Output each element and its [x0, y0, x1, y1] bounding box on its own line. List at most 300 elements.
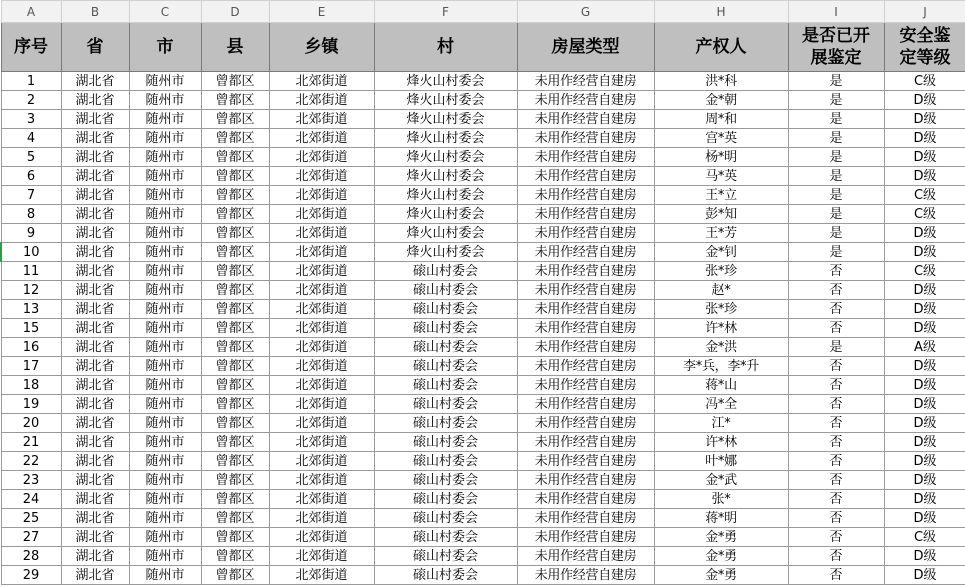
cell-house-type[interactable]: 未用作经营自建房: [517, 110, 654, 129]
cell-grade[interactable]: D级: [884, 566, 965, 585]
cell-grade[interactable]: D级: [884, 91, 965, 110]
cell-village[interactable]: 磙山村委会: [374, 281, 517, 300]
cell-grade[interactable]: D级: [884, 509, 965, 528]
cell-city[interactable]: 随州市: [129, 452, 201, 471]
header-appraised[interactable]: [788, 23, 884, 72]
cell-appraised[interactable]: 否: [788, 319, 884, 338]
cell-county[interactable]: 曾都区: [201, 262, 269, 281]
cell-owner[interactable]: 金*洪: [654, 338, 788, 357]
cell-village[interactable]: 烽火山村委会: [374, 72, 517, 91]
column-letter-g[interactable]: G: [517, 1, 654, 23]
cell-house-type[interactable]: 未用作经营自建房: [517, 414, 654, 433]
cell-city[interactable]: 随州市: [129, 338, 201, 357]
cell-town[interactable]: 北郊街道: [269, 490, 374, 509]
column-letter-c[interactable]: C: [129, 1, 201, 23]
cell-appraised[interactable]: 否: [788, 509, 884, 528]
cell-province[interactable]: 湖北省: [61, 357, 129, 376]
cell-grade[interactable]: D级: [884, 471, 965, 490]
table-row: [1, 509, 965, 528]
cell-owner[interactable]: 彭*知: [654, 205, 788, 224]
column-letter-b[interactable]: B: [61, 1, 129, 23]
header-seq[interactable]: 序号: [1, 23, 61, 72]
cell-owner[interactable]: 冯*全: [654, 395, 788, 414]
cell-province[interactable]: 湖北省: [61, 205, 129, 224]
header-owner[interactable]: 产权人: [654, 23, 788, 72]
cell-owner[interactable]: 周*和: [654, 110, 788, 129]
cell-province[interactable]: 湖北省: [61, 186, 129, 205]
cell-owner[interactable]: 张*: [654, 490, 788, 509]
cell-town[interactable]: 北郊街道: [269, 414, 374, 433]
cell-village[interactable]: 烽火山村委会: [374, 224, 517, 243]
cell-seq[interactable]: 15: [1, 319, 61, 338]
cell-seq[interactable]: 11: [1, 262, 61, 281]
cell-county[interactable]: 曾都区: [201, 528, 269, 547]
cell-owner[interactable]: 许*林: [654, 319, 788, 338]
cell-province[interactable]: 湖北省: [61, 300, 129, 319]
header-grade-line2: 定等级: [899, 48, 951, 68]
cell-village[interactable]: 烽火山村委会: [374, 186, 517, 205]
cell-owner[interactable]: 江*: [654, 414, 788, 433]
cell-house-type[interactable]: 未用作经营自建房: [517, 566, 654, 585]
cell-house-type[interactable]: 未用作经营自建房: [517, 243, 654, 262]
cell-province[interactable]: 湖北省: [61, 110, 129, 129]
cell-province[interactable]: 湖北省: [61, 167, 129, 186]
cell-village[interactable]: 磙山村委会: [374, 509, 517, 528]
cell-house-type[interactable]: 未用作经营自建房: [517, 129, 654, 148]
cell-seq[interactable]: 16: [1, 338, 61, 357]
cell-town[interactable]: 北郊街道: [269, 509, 374, 528]
cell-house-type[interactable]: 未用作经营自建房: [517, 490, 654, 509]
cell-owner[interactable]: 金*勇: [654, 566, 788, 585]
cell-grade[interactable]: D级: [884, 300, 965, 319]
cell-town[interactable]: 北郊街道: [269, 205, 374, 224]
cell-grade[interactable]: A级: [884, 338, 965, 357]
column-letter-h[interactable]: H: [654, 1, 788, 23]
cell-province[interactable]: 湖北省: [61, 433, 129, 452]
table-row: [1, 490, 965, 509]
cell-house-type[interactable]: 未用作经营自建房: [517, 205, 654, 224]
cell-appraised[interactable]: 否: [788, 376, 884, 395]
cell-appraised[interactable]: 否: [788, 281, 884, 300]
cell-village[interactable]: 烽火山村委会: [374, 205, 517, 224]
cell-grade[interactable]: D级: [884, 433, 965, 452]
cell-seq[interactable]: 7: [1, 186, 61, 205]
cell-city[interactable]: 随州市: [129, 376, 201, 395]
cell-town[interactable]: 北郊街道: [269, 167, 374, 186]
cell-village[interactable]: 烽火山村委会: [374, 129, 517, 148]
cell-house-type[interactable]: 未用作经营自建房: [517, 167, 654, 186]
cell-town[interactable]: 北郊街道: [269, 471, 374, 490]
cell-seq[interactable]: 1: [1, 72, 61, 91]
header-city[interactable]: 市: [129, 23, 201, 72]
cell-house-type[interactable]: 未用作经营自建房: [517, 433, 654, 452]
cell-appraised[interactable]: 否: [788, 395, 884, 414]
cell-town[interactable]: 北郊街道: [269, 528, 374, 547]
cell-town[interactable]: 北郊街道: [269, 110, 374, 129]
cell-county[interactable]: 曾都区: [201, 72, 269, 91]
cell-appraised[interactable]: 否: [788, 433, 884, 452]
column-letter-a[interactable]: A: [1, 1, 61, 23]
cell-owner[interactable]: 张*珍: [654, 262, 788, 281]
cell-owner[interactable]: 蒋*明: [654, 509, 788, 528]
cell-grade[interactable]: D级: [884, 129, 965, 148]
cell-province[interactable]: 湖北省: [61, 452, 129, 471]
cell-town[interactable]: 北郊街道: [269, 338, 374, 357]
cell-city[interactable]: 随州市: [129, 110, 201, 129]
cell-county[interactable]: 曾都区: [201, 414, 269, 433]
cell-village[interactable]: 烽火山村委会: [374, 110, 517, 129]
cell-seq[interactable]: 24: [1, 490, 61, 509]
cell-owner[interactable]: 杨*明: [654, 148, 788, 167]
cell-county[interactable]: 曾都区: [201, 509, 269, 528]
cell-province[interactable]: 湖北省: [61, 281, 129, 300]
cell-seq[interactable]: 19: [1, 395, 61, 414]
cell-town[interactable]: 北郊街道: [269, 566, 374, 585]
header-county[interactable]: 县: [201, 23, 269, 72]
cell-city[interactable]: 随州市: [129, 167, 201, 186]
cell-grade[interactable]: C级: [884, 262, 965, 281]
cell-seq[interactable]: 8: [1, 205, 61, 224]
cell-town[interactable]: 北郊街道: [269, 281, 374, 300]
cell-grade[interactable]: D级: [884, 243, 965, 262]
cell-province[interactable]: 湖北省: [61, 509, 129, 528]
cell-grade[interactable]: D级: [884, 547, 965, 566]
cell-appraised[interactable]: 是: [788, 243, 884, 262]
cell-county[interactable]: 曾都区: [201, 148, 269, 167]
cell-owner[interactable]: 蒋*山: [654, 376, 788, 395]
cell-province[interactable]: 湖北省: [61, 471, 129, 490]
table-row: [1, 414, 965, 433]
cell-county[interactable]: 曾都区: [201, 205, 269, 224]
cell-province[interactable]: 湖北省: [61, 566, 129, 585]
cell-seq[interactable]: 3: [1, 110, 61, 129]
cell-county[interactable]: 曾都区: [201, 167, 269, 186]
cell-city[interactable]: 随州市: [129, 395, 201, 414]
cell-county[interactable]: 曾都区: [201, 281, 269, 300]
cell-town[interactable]: 北郊街道: [269, 243, 374, 262]
cell-village[interactable]: 磙山村委会: [374, 452, 517, 471]
cell-seq[interactable]: 6: [1, 167, 61, 186]
cell-grade[interactable]: D级: [884, 376, 965, 395]
cell-grade[interactable]: D级: [884, 224, 965, 243]
cell-appraised[interactable]: 否: [788, 262, 884, 281]
table-row: [1, 72, 965, 91]
cell-city[interactable]: 随州市: [129, 414, 201, 433]
cell-village[interactable]: 磙山村委会: [374, 357, 517, 376]
cell-town[interactable]: 北郊街道: [269, 547, 374, 566]
cell-grade[interactable]: D级: [884, 395, 965, 414]
cell-seq[interactable]: 4: [1, 129, 61, 148]
cell-appraised[interactable]: 是: [788, 224, 884, 243]
cell-village[interactable]: 磙山村委会: [374, 547, 517, 566]
cell-seq[interactable]: 13: [1, 300, 61, 319]
cell-village[interactable]: 烽火山村委会: [374, 91, 517, 110]
cell-seq[interactable]: 2: [1, 91, 61, 110]
cell-province[interactable]: 湖北省: [61, 528, 129, 547]
cell-town[interactable]: 北郊街道: [269, 452, 374, 471]
cell-appraised[interactable]: 否: [788, 528, 884, 547]
cell-seq[interactable]: 25: [1, 509, 61, 528]
table-row: [1, 319, 965, 338]
cell-village[interactable]: 烽火山村委会: [374, 167, 517, 186]
cell-city[interactable]: 随州市: [129, 91, 201, 110]
cell-appraised[interactable]: 否: [788, 357, 884, 376]
cell-seq[interactable]: 17: [1, 357, 61, 376]
cell-city[interactable]: 随州市: [129, 471, 201, 490]
cell-province[interactable]: 湖北省: [61, 395, 129, 414]
cell-county[interactable]: 曾都区: [201, 338, 269, 357]
header-grade[interactable]: [884, 23, 965, 72]
cell-village[interactable]: 磙山村委会: [374, 566, 517, 585]
header-province[interactable]: 省: [61, 23, 129, 72]
cell-county[interactable]: 曾都区: [201, 395, 269, 414]
cell-owner[interactable]: 金*武: [654, 471, 788, 490]
cell-county[interactable]: 曾都区: [201, 224, 269, 243]
cell-house-type[interactable]: 未用作经营自建房: [517, 509, 654, 528]
cell-county[interactable]: 曾都区: [201, 91, 269, 110]
cell-city[interactable]: 随州市: [129, 243, 201, 262]
cell-province[interactable]: 湖北省: [61, 319, 129, 338]
cell-owner[interactable]: 马*英: [654, 167, 788, 186]
cell-village[interactable]: 磙山村委会: [374, 338, 517, 357]
cell-village[interactable]: 磙山村委会: [374, 414, 517, 433]
cell-city[interactable]: 随州市: [129, 205, 201, 224]
cell-province[interactable]: 湖北省: [61, 262, 129, 281]
cell-grade[interactable]: D级: [884, 452, 965, 471]
cell-city[interactable]: 随州市: [129, 129, 201, 148]
cell-city[interactable]: 随州市: [129, 528, 201, 547]
cell-grade[interactable]: D级: [884, 167, 965, 186]
cell-owner[interactable]: 王*立: [654, 186, 788, 205]
cell-county[interactable]: 曾都区: [201, 547, 269, 566]
cell-owner[interactable]: 金*勇: [654, 547, 788, 566]
header-appraised-line2: 展鉴定: [810, 48, 862, 68]
cell-town[interactable]: 北郊街道: [269, 433, 374, 452]
cell-appraised[interactable]: 否: [788, 452, 884, 471]
header-house-type[interactable]: 房屋类型: [517, 23, 654, 72]
cell-village[interactable]: 磙山村委会: [374, 376, 517, 395]
cell-house-type[interactable]: 未用作经营自建房: [517, 471, 654, 490]
cell-appraised[interactable]: 否: [788, 547, 884, 566]
cell-seq[interactable]: 20: [1, 414, 61, 433]
cell-appraised[interactable]: 是: [788, 205, 884, 224]
cell-village[interactable]: 磙山村委会: [374, 300, 517, 319]
cell-owner[interactable]: 洪*科: [654, 72, 788, 91]
cell-county[interactable]: 曾都区: [201, 433, 269, 452]
cell-seq[interactable]: 23: [1, 471, 61, 490]
cell-town[interactable]: 北郊街道: [269, 148, 374, 167]
cell-county[interactable]: 曾都区: [201, 566, 269, 585]
cell-house-type[interactable]: 未用作经营自建房: [517, 528, 654, 547]
cell-county[interactable]: 曾都区: [201, 319, 269, 338]
cell-city[interactable]: 随州市: [129, 148, 201, 167]
header-town[interactable]: 乡镇: [269, 23, 374, 72]
cell-city[interactable]: 随州市: [129, 509, 201, 528]
cell-county[interactable]: 曾都区: [201, 357, 269, 376]
cell-province[interactable]: 湖北省: [61, 547, 129, 566]
cell-county[interactable]: 曾都区: [201, 452, 269, 471]
cell-owner[interactable]: 赵*: [654, 281, 788, 300]
cell-appraised[interactable]: 否: [788, 471, 884, 490]
cell-city[interactable]: 随州市: [129, 319, 201, 338]
cell-village[interactable]: 烽火山村委会: [374, 243, 517, 262]
column-letter-d[interactable]: D: [201, 1, 269, 23]
cell-grade[interactable]: C级: [884, 205, 965, 224]
cell-appraised[interactable]: 是: [788, 148, 884, 167]
cell-grade[interactable]: D级: [884, 490, 965, 509]
cell-appraised[interactable]: 是: [788, 338, 884, 357]
cell-village[interactable]: 磙山村委会: [374, 319, 517, 338]
cell-house-type[interactable]: 未用作经营自建房: [517, 186, 654, 205]
cell-appraised[interactable]: 是: [788, 186, 884, 205]
cell-grade[interactable]: C级: [884, 186, 965, 205]
cell-county[interactable]: 曾都区: [201, 110, 269, 129]
cell-county[interactable]: 曾都区: [201, 490, 269, 509]
cell-house-type[interactable]: 未用作经营自建房: [517, 452, 654, 471]
cell-owner[interactable]: 张*珍: [654, 300, 788, 319]
cell-town[interactable]: 北郊街道: [269, 186, 374, 205]
cell-village[interactable]: 磙山村委会: [374, 433, 517, 452]
cell-county[interactable]: 曾都区: [201, 471, 269, 490]
cell-city[interactable]: 随州市: [129, 357, 201, 376]
cell-seq[interactable]: 28: [1, 547, 61, 566]
cell-town[interactable]: 北郊街道: [269, 319, 374, 338]
cell-grade[interactable]: D级: [884, 357, 965, 376]
cell-village[interactable]: 烽火山村委会: [374, 148, 517, 167]
cell-grade[interactable]: D级: [884, 110, 965, 129]
cell-town[interactable]: 北郊街道: [269, 262, 374, 281]
cell-house-type[interactable]: 未用作经营自建房: [517, 300, 654, 319]
cell-seq[interactable]: 5: [1, 148, 61, 167]
column-letter-e[interactable]: E: [269, 1, 374, 23]
cell-house-type[interactable]: 未用作经营自建房: [517, 281, 654, 300]
cell-owner[interactable]: 李*兵，李*升: [654, 357, 788, 376]
table-row: [1, 528, 965, 547]
cell-appraised[interactable]: 否: [788, 566, 884, 585]
cell-seq[interactable]: 18: [1, 376, 61, 395]
cell-city[interactable]: 随州市: [129, 224, 201, 243]
cell-city[interactable]: 随州市: [129, 547, 201, 566]
cell-owner[interactable]: 王*芳: [654, 224, 788, 243]
cell-house-type[interactable]: 未用作经营自建房: [517, 262, 654, 281]
cell-county[interactable]: 曾都区: [201, 129, 269, 148]
cell-province[interactable]: 湖北省: [61, 243, 129, 262]
column-letter-f[interactable]: F: [374, 1, 517, 23]
cell-owner[interactable]: 许*林: [654, 433, 788, 452]
cell-city[interactable]: 随州市: [129, 262, 201, 281]
cell-grade[interactable]: C级: [884, 528, 965, 547]
cell-province[interactable]: 湖北省: [61, 148, 129, 167]
cell-town[interactable]: 北郊街道: [269, 72, 374, 91]
cell-town[interactable]: 北郊街道: [269, 300, 374, 319]
cell-county[interactable]: 曾都区: [201, 376, 269, 395]
cell-owner[interactable]: 金*朝: [654, 91, 788, 110]
cell-town[interactable]: 北郊街道: [269, 357, 374, 376]
column-letter-i[interactable]: I: [788, 1, 884, 23]
cell-town[interactable]: 北郊街道: [269, 395, 374, 414]
cell-seq[interactable]: 21: [1, 433, 61, 452]
cell-village[interactable]: 磙山村委会: [374, 262, 517, 281]
cell-appraised[interactable]: 是: [788, 72, 884, 91]
cell-owner[interactable]: 叶*娜: [654, 452, 788, 471]
cell-house-type[interactable]: 未用作经营自建房: [517, 72, 654, 91]
table-row: [1, 357, 965, 376]
cell-grade[interactable]: D级: [884, 319, 965, 338]
cell-province[interactable]: 湖北省: [61, 129, 129, 148]
cell-county[interactable]: 曾都区: [201, 300, 269, 319]
cell-house-type[interactable]: 未用作经营自建房: [517, 547, 654, 566]
cell-province[interactable]: 湖北省: [61, 72, 129, 91]
cell-province[interactable]: 湖北省: [61, 376, 129, 395]
header-village[interactable]: 村: [374, 23, 517, 72]
cell-village[interactable]: 磙山村委会: [374, 490, 517, 509]
cell-grade[interactable]: D级: [884, 148, 965, 167]
cell-seq[interactable]: 9: [1, 224, 61, 243]
cell-seq[interactable]: 22: [1, 452, 61, 471]
cell-city[interactable]: 随州市: [129, 186, 201, 205]
cell-house-type[interactable]: 未用作经营自建房: [517, 319, 654, 338]
cell-city[interactable]: 随州市: [129, 433, 201, 452]
cell-county[interactable]: 曾都区: [201, 186, 269, 205]
cell-house-type[interactable]: 未用作经营自建房: [517, 148, 654, 167]
cell-appraised[interactable]: 否: [788, 300, 884, 319]
cell-town[interactable]: 北郊街道: [269, 224, 374, 243]
cell-house-type[interactable]: 未用作经营自建房: [517, 338, 654, 357]
cell-house-type[interactable]: 未用作经营自建房: [517, 376, 654, 395]
cell-seq[interactable]: 10: [1, 243, 61, 262]
cell-owner[interactable]: 宫*英: [654, 129, 788, 148]
cell-grade[interactable]: C级: [884, 72, 965, 91]
cell-owner[interactable]: 金*钊: [654, 243, 788, 262]
cell-village[interactable]: 磙山村委会: [374, 471, 517, 490]
cell-town[interactable]: 北郊街道: [269, 376, 374, 395]
cell-city[interactable]: 随州市: [129, 490, 201, 509]
cell-city[interactable]: 随州市: [129, 300, 201, 319]
cell-seq[interactable]: 29: [1, 566, 61, 585]
cell-appraised[interactable]: 是: [788, 91, 884, 110]
cell-county[interactable]: 曾都区: [201, 243, 269, 262]
cell-house-type[interactable]: 未用作经营自建房: [517, 224, 654, 243]
cell-appraised[interactable]: 是: [788, 129, 884, 148]
cell-appraised[interactable]: 否: [788, 490, 884, 509]
cell-owner[interactable]: 金*勇: [654, 528, 788, 547]
table-row: [1, 338, 965, 357]
cell-appraised[interactable]: 是: [788, 110, 884, 129]
cell-province[interactable]: 湖北省: [61, 414, 129, 433]
cell-house-type[interactable]: 未用作经营自建房: [517, 357, 654, 376]
cell-seq[interactable]: 12: [1, 281, 61, 300]
cell-appraised[interactable]: 是: [788, 167, 884, 186]
cell-grade[interactable]: D级: [884, 281, 965, 300]
cell-province[interactable]: 湖北省: [61, 338, 129, 357]
cell-town[interactable]: 北郊街道: [269, 129, 374, 148]
cell-appraised[interactable]: 否: [788, 414, 884, 433]
cell-village[interactable]: 磙山村委会: [374, 528, 517, 547]
column-letter-j[interactable]: J: [884, 1, 965, 23]
cell-province[interactable]: 湖北省: [61, 224, 129, 243]
cell-grade[interactable]: D级: [884, 414, 965, 433]
cell-city[interactable]: 随州市: [129, 566, 201, 585]
cell-house-type[interactable]: 未用作经营自建房: [517, 395, 654, 414]
cell-city[interactable]: 随州市: [129, 281, 201, 300]
cell-city[interactable]: 随州市: [129, 72, 201, 91]
cell-village[interactable]: 磙山村委会: [374, 395, 517, 414]
cell-house-type[interactable]: 未用作经营自建房: [517, 91, 654, 110]
cell-province[interactable]: 湖北省: [61, 91, 129, 110]
cell-seq[interactable]: 27: [1, 528, 61, 547]
cell-province[interactable]: 湖北省: [61, 490, 129, 509]
cell-town[interactable]: 北郊街道: [269, 91, 374, 110]
